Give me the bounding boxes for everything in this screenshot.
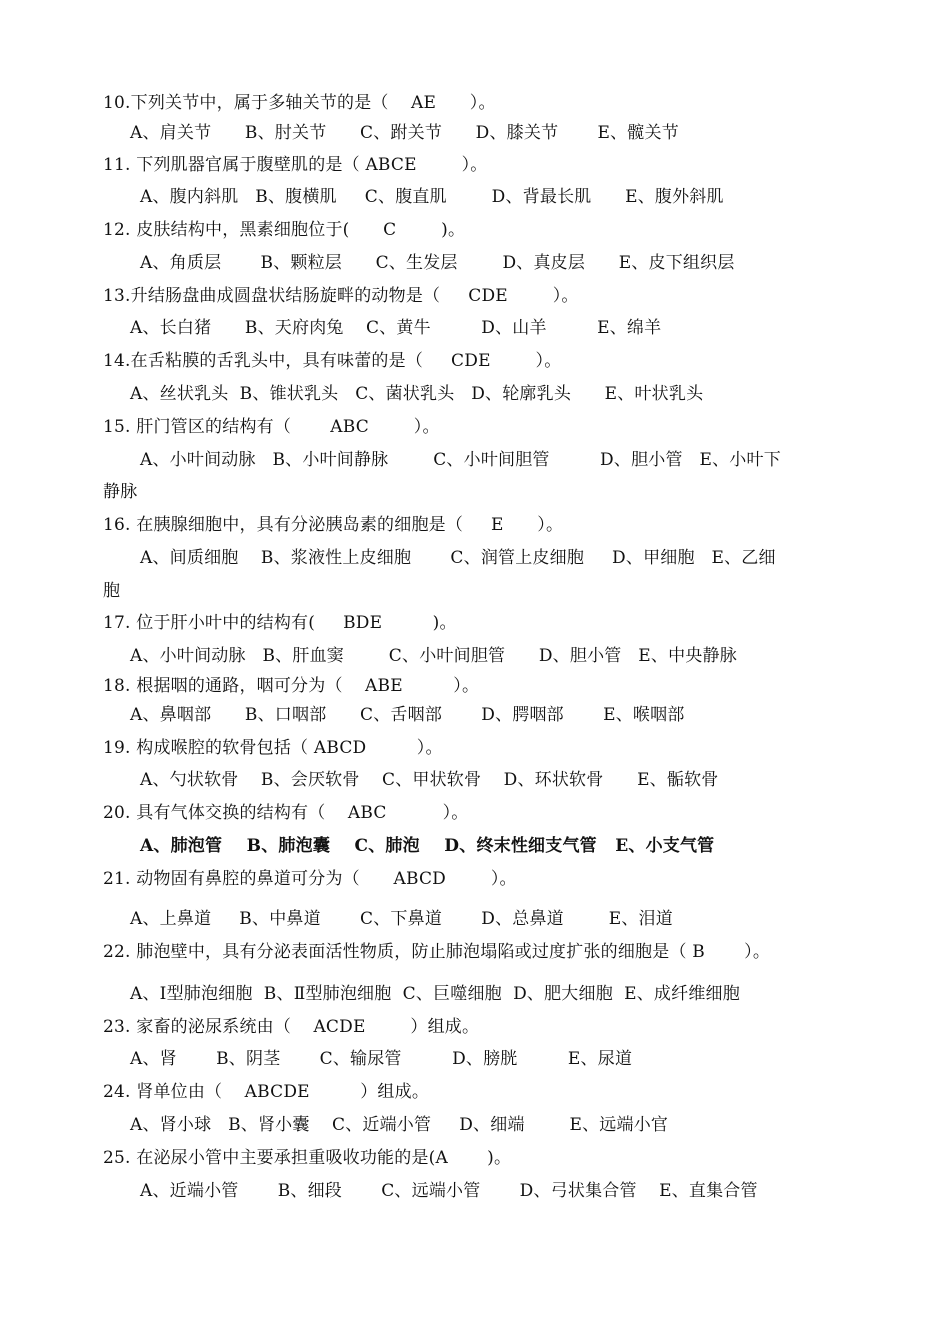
question-24-options: A、肾小球 B、肾小囊 C、近端小管 D、细端 E、远端小官: [130, 1115, 669, 1135]
question-23-options: A、肾 B、阴茎 C、输尿管 D、膀胱 E、尿道: [130, 1049, 633, 1069]
question-17-options: A、小叶间动脉 B、肝血窦 C、小叶间胆管 D、胆小管 E、中央静脉: [130, 646, 737, 666]
question-13-stem: 13.升结肠盘曲成圆盘状结肠旋畔的动物是（ CDE ）。: [103, 286, 579, 306]
question-22-stem: 22. 肺泡壁中，具有分泌表面活性物质，防止肺泡塌陷或过度扩张的细胞是（ B ）。: [103, 942, 771, 962]
question-20-options: A、肺泡管 B、肺泡囊 C、肺泡 D、终末性细支气管 E、小支气管: [140, 836, 715, 856]
question-21-stem: 21. 动物固有鼻腔的鼻道可分为（ ABCD ）。: [103, 869, 517, 889]
question-16-stem: 16. 在胰腺细胞中，具有分泌胰岛素的细胞是（ E ）。: [103, 515, 564, 535]
question-18-options: A、鼻咽部 B、口咽部 C、舌咽部 D、腭咽部 E、喉咽部: [130, 705, 685, 725]
question-15-stem: 15. 肝门管区的结构有（ ABC ）。: [103, 417, 440, 437]
question-11-stem: 11. 下列肌器官属于腹壁肌的是（ ABCE ）。: [103, 155, 488, 175]
question-13-options: A、长白猪 B、天府肉兔 C、黄牛 D、山羊 E、绵羊: [130, 318, 662, 338]
question-14-options: A、丝状乳头 B、锥状乳头 C、菌状乳头 D、轮廓乳头 E、叶状乳头: [130, 384, 704, 404]
question-14-stem: 14.在舌粘膜的舌乳头中，具有味蕾的是（ CDE ）。: [103, 351, 562, 371]
question-19-options: A、勺状软骨 B、会厌软骨 C、甲状软骨 D、环状软骨 E、骺软骨: [140, 770, 719, 790]
question-11-options: A、腹内斜肌 B、腹横肌 C、腹直肌 D、背最长肌 E、腹外斜肌: [140, 187, 724, 207]
question-23-stem: 23. 家畜的泌尿系统由（ ACDE ）组成。: [103, 1017, 480, 1037]
question-19-stem: 19. 构成喉腔的软骨包括（ ABCD ）。: [103, 738, 443, 758]
question-25-stem: 25. 在泌尿小管中主要承担重吸收功能的是(A )。: [103, 1148, 512, 1168]
question-12-options: A、角质层 B、颗粒层 C、生发层 D、真皮层 E、皮下组织层: [140, 253, 735, 273]
question-18-stem: 18. 根据咽的通路，咽可分为（ ABE ）。: [103, 676, 480, 696]
question-15-options: A、小叶间动脉 B、小叶间静脉 C、小叶间胆管 D、胆小管 E、小叶下: [140, 450, 781, 470]
question-16-options: A、间质细胞 B、浆液性上皮细胞 C、润管上皮细胞 D、甲细胞 E、乙细: [140, 548, 776, 568]
question-21-options: A、上鼻道 B、中鼻道 C、下鼻道 D、总鼻道 E、泪道: [130, 909, 673, 929]
question-22-options: A、Ⅰ型肺泡细胞 B、Ⅱ型肺泡细胞 C、巨噬细胞 D、肥大细胞 E、成纤维细胞: [130, 984, 740, 1004]
question-15-continuation: 静脉: [103, 482, 138, 502]
question-25-options: A、近端小管 B、细段 C、远端小管 D、弓状集合管 E、直集合管: [140, 1181, 758, 1201]
question-20-stem: 20. 具有气体交换的结构有（ ABC ）。: [103, 803, 469, 823]
question-10-options: A、肩关节 B、肘关节 C、跗关节 D、膝关节 E、髋关节: [130, 123, 679, 143]
question-17-stem: 17. 位于肝小叶中的结构有( BDE )。: [103, 613, 457, 633]
question-10-stem: 10.下列关节中，属于多轴关节的是（ AE ）。: [103, 93, 496, 113]
question-16-continuation: 胞: [103, 581, 121, 601]
question-12-stem: 12. 皮肤结构中，黑素细胞位于( C )。: [103, 220, 466, 240]
question-24-stem: 24. 肾单位由（ ABCDE ）组成。: [103, 1082, 430, 1102]
